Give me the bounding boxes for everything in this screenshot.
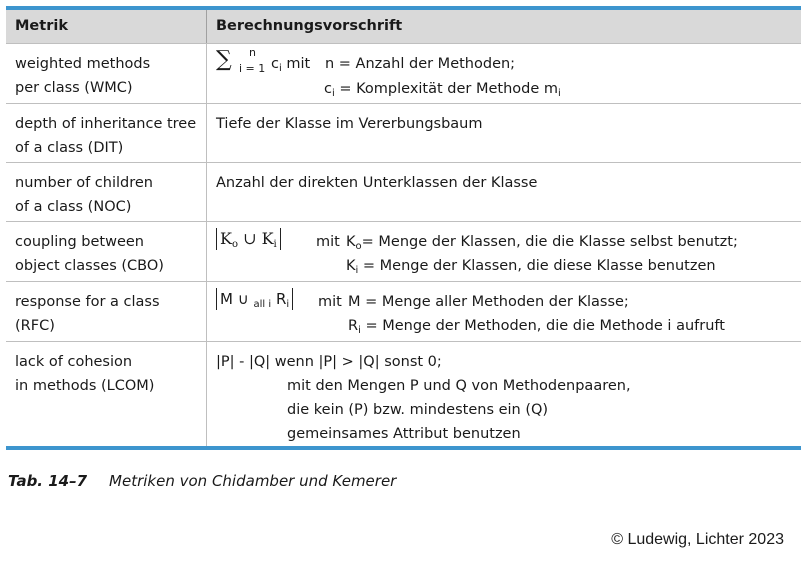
formula-cell: |P| - |Q| wenn |P| > |Q| sonst 0; mit den Mengen P und Q von Methodenpaaren, die kein (P) bzw. mindestens ein (Q) gemeinsames Attribut benutzen: [216, 354, 631, 442]
table-row-cbo: [6, 222, 801, 282]
formula-cell: Tiefe der Klasse im Vererbungsbaum: [216, 116, 483, 132]
header-formula: Berechnungsvorschrift: [216, 18, 403, 34]
table-row-rfc: [6, 282, 801, 342]
table-bottom-rule: [6, 446, 801, 450]
header-metric: Metrik: [6, 10, 207, 43]
sum-symbol: ∑: [216, 47, 232, 72]
metric-cell: weighted methods per class (WMC): [6, 44, 207, 103]
copyright-notice: © Ludewig, Lichter 2023: [611, 531, 784, 548]
table-row-noc: [6, 163, 801, 222]
metric-cell: depth of inheritance tree of a class (DIT): [6, 104, 207, 162]
formula-cell: ∑ n i = 1 $c_i$ mit n = Anzahl der Methoden; $c_i$ = Komplexität der Methode $m_i$: [216, 46, 561, 99]
caption-text: Metriken von Chidamber und Kemerer: [109, 472, 397, 490]
caption-number: Tab. 14–7: [8, 472, 88, 490]
table-header: [6, 10, 801, 44]
metric-cell: coupling between object classes (CBO): [6, 222, 207, 281]
metric-cell: number of children of a class (NOC): [6, 163, 207, 221]
table-caption: [8, 472, 396, 490]
formula-cell: M ∪ $_{all i}$ $R_i$ mit M = Menge aller Methoden der Klasse; $R_i$ = Menge der Methoden, die die Methode i aufruft: [207, 282, 801, 341]
metric-cell: lack of cohesion in methods (LCOM): [6, 342, 207, 446]
table-row-lcom: [6, 342, 801, 446]
formula-cell: Anzahl der direkten Unterklassen der Klasse: [216, 175, 538, 191]
metrics-table: [6, 6, 801, 450]
table-row-wmc: [6, 44, 801, 104]
formula-cell: $K_o$ ∪ $K_i$ mit $K_o=$ Menge der Klassen, die die Klasse selbst benutzt; $K_i$ = Menge der Klassen, die diese Klasse benutzen: [207, 222, 801, 281]
table-row-dit: [6, 104, 801, 163]
metric-cell: response for a class (RFC): [6, 282, 207, 341]
